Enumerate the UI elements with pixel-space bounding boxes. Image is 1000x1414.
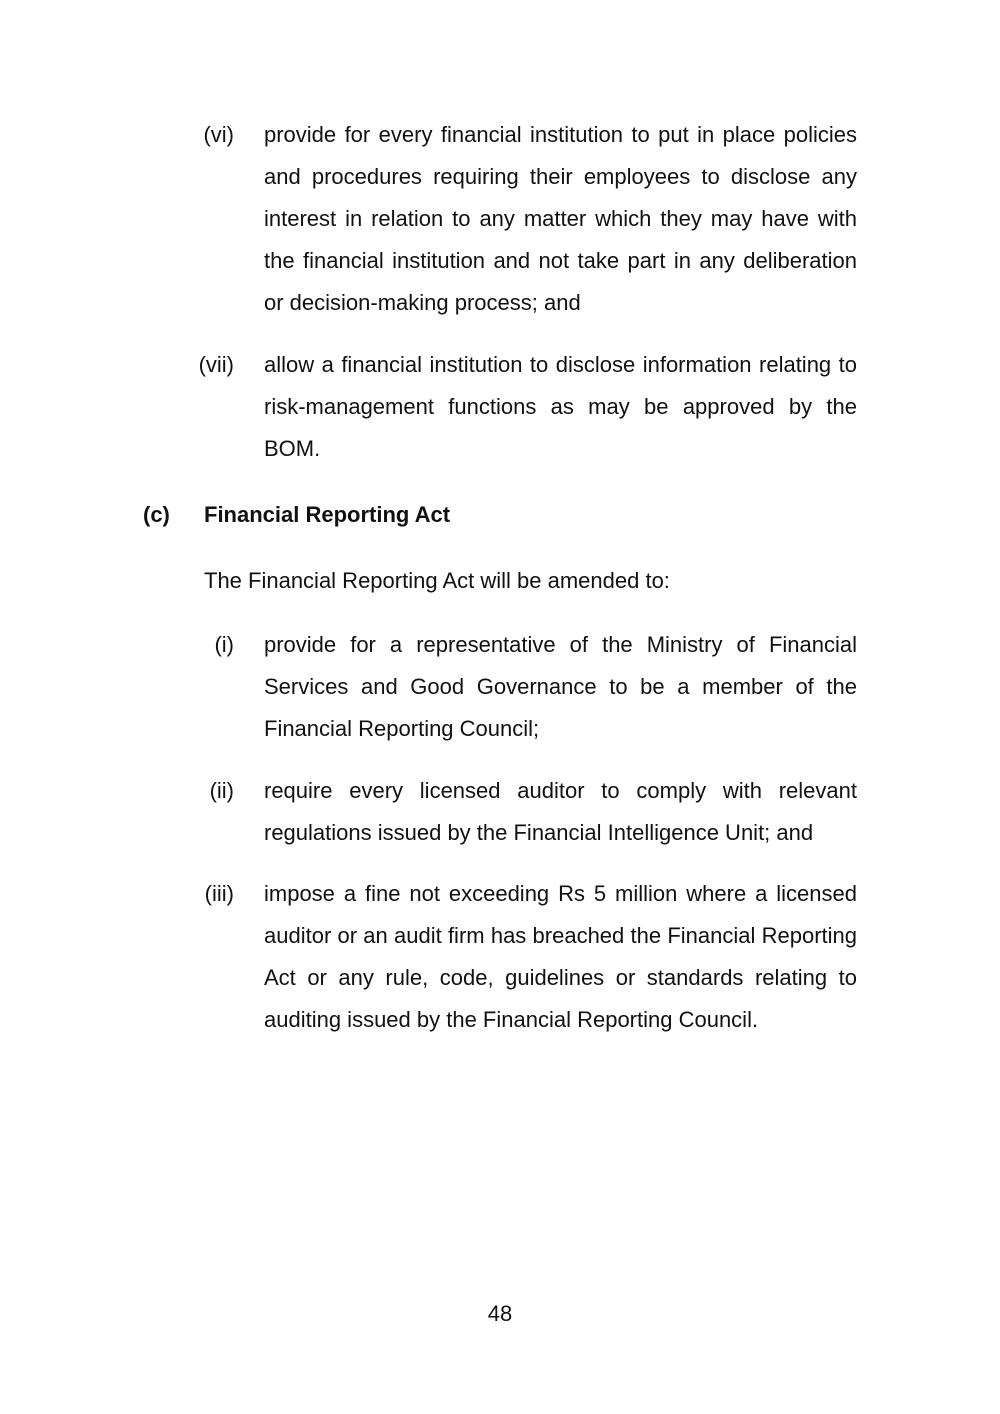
section-heading: Financial Reporting Act (204, 502, 451, 527)
item-number-iii: (iii) (204, 881, 234, 906)
item-number-vi: (vi) (203, 122, 234, 147)
item-number-i: (i) (214, 632, 234, 657)
item-text-ii: require every licensed auditor to comply with relevant regulations issued by the Financial Intelligence Unit; and (264, 778, 857, 845)
section-intro: The Financial Reporting Act will be amended to: (204, 568, 670, 593)
page-number: 48 (487, 1301, 513, 1326)
section-letter: (c) (143, 502, 170, 527)
item-number-vii: (vii) (198, 352, 234, 377)
item-text-vii: allow a financial institution to disclose information relating to risk-management functions as may be approved by the BOM. (264, 352, 857, 461)
item-text-i: provide for a representative of the Ministry of Financial Services and Good Governance to be a member of the Financial Reporting Council; (264, 632, 857, 741)
item-text-iii: impose a fine not exceeding Rs 5 million where a licensed auditor or an audit firm has breached the Financial Reporting Act or any rule, code, guidelines or standards relating to auditing issued by the Financial Reporting Council. (264, 881, 857, 1032)
item-text-vi: provide for every financial institution to put in place policies and procedures requiring their employees to disclose any interest in relation to any matter which they may have with the financial institution and not take part in any deliberation or decision-making process; and (264, 122, 857, 315)
item-number-ii: (ii) (209, 778, 234, 803)
